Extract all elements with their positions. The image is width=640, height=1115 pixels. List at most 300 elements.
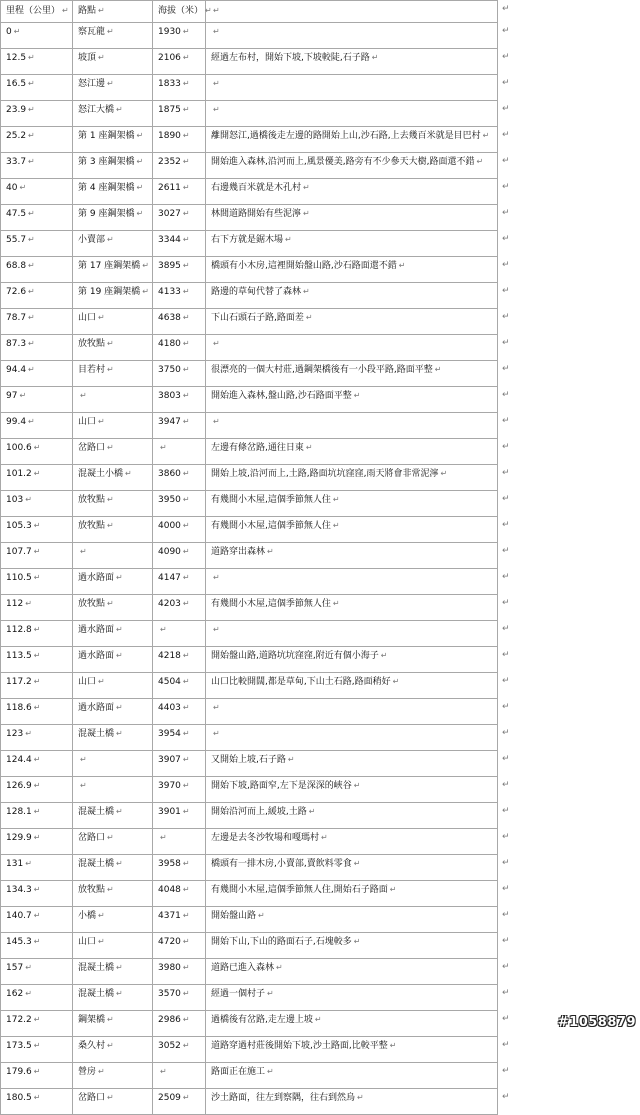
- paragraph-mark: ↵: [28, 287, 35, 296]
- cell-distance-km: [1, 543, 73, 569]
- table-row: [1, 1063, 498, 1089]
- paragraph-mark: ↵: [107, 79, 114, 88]
- cell-note-text: 離開怒江,過橋後走左邊的路開始上山,沙石路,上去幾百米就是目巴村: [211, 131, 481, 141]
- paragraph-mark: ↵: [25, 495, 32, 504]
- cell-altitude-m: [153, 413, 206, 439]
- paragraph-mark: ↵: [116, 573, 123, 582]
- row-end-mark: ↵: [502, 1066, 510, 1076]
- cell-altitude-m: [153, 803, 206, 829]
- cell-distance-km: [1, 439, 73, 465]
- cell-waypoint: [73, 881, 153, 907]
- cell-note: [206, 283, 498, 309]
- table-row: [1, 101, 498, 127]
- cell-waypoint: [73, 1089, 153, 1115]
- row-end-mark: ↵: [502, 546, 510, 556]
- cell-distance-km: [1, 1063, 73, 1089]
- paragraph-mark: ↵: [380, 651, 388, 660]
- cell-note: [206, 881, 498, 907]
- cell-altitude-m: [153, 49, 206, 75]
- cell-altitude-m-text: 3750: [158, 365, 181, 375]
- cell-altitude-m-text: 2352: [158, 157, 181, 167]
- row-end-mark: ↵: [502, 26, 510, 36]
- cell-waypoint-text: 鋼架橋: [78, 1015, 106, 1025]
- cell-altitude-m: [153, 283, 206, 309]
- cell-waypoint: [73, 1063, 153, 1089]
- cell-altitude-m-text: 3344: [158, 235, 181, 245]
- cell-altitude-m-text: 3895: [158, 261, 181, 271]
- header-waypoint: [73, 1, 153, 23]
- cell-note: [206, 439, 498, 465]
- cell-altitude-m-text: 3954: [158, 729, 181, 739]
- cell-waypoint-text: 放牧點: [78, 885, 106, 895]
- cell-note: [206, 751, 498, 777]
- cell-waypoint: [73, 491, 153, 517]
- cell-distance-km-text: 162: [6, 989, 24, 999]
- cell-distance-km: [1, 101, 73, 127]
- paragraph-mark: ↵: [213, 79, 220, 88]
- cell-waypoint-text: 放牧點: [78, 599, 106, 609]
- table-row: [1, 933, 498, 959]
- paragraph-mark: ↵: [28, 157, 35, 166]
- paragraph-mark: ↵: [182, 365, 190, 374]
- table-row: [1, 517, 498, 543]
- cell-altitude-m: [153, 231, 206, 257]
- cell-note-text: 開始盤山路: [211, 911, 257, 921]
- paragraph-mark: ↵: [33, 807, 41, 816]
- row-end-mark: ↵: [502, 806, 510, 816]
- cell-waypoint: [73, 231, 153, 257]
- cell-waypoint: [73, 803, 153, 829]
- paragraph-mark: ↵: [305, 443, 313, 452]
- paragraph-mark: ↵: [116, 807, 123, 816]
- table-row: [1, 387, 498, 413]
- paragraph-mark: ↵: [80, 547, 87, 556]
- header-altitude-m-text: 海拔（米）: [158, 6, 204, 16]
- paragraph-mark: ↵: [33, 1041, 41, 1050]
- cell-distance-km: [1, 725, 73, 751]
- cell-altitude-m: [153, 959, 206, 985]
- cell-distance-km-text: 172.2: [6, 1015, 32, 1025]
- paragraph-mark: ↵: [33, 547, 41, 556]
- cell-distance-km-text: 112.8: [6, 625, 32, 635]
- cell-distance-km: [1, 231, 73, 257]
- paragraph-mark: ↵: [182, 885, 190, 894]
- cell-waypoint: [73, 959, 153, 985]
- cell-distance-km: [1, 361, 73, 387]
- row-end-mark: ↵: [502, 1092, 510, 1102]
- table-row: [1, 179, 498, 205]
- row-end-mark: ↵: [502, 832, 510, 842]
- cell-waypoint-text: 第 3 座鋼架橋: [78, 157, 135, 167]
- paragraph-mark: ↵: [33, 1015, 41, 1024]
- cell-waypoint-text: 察瓦龍: [78, 27, 106, 37]
- paragraph-mark: ↵: [28, 261, 35, 270]
- paragraph-mark: ↵: [33, 443, 41, 452]
- paragraph-mark: ↵: [28, 209, 35, 218]
- cell-waypoint: [73, 517, 153, 543]
- cell-distance-km-text: 33.7: [6, 157, 27, 167]
- paragraph-mark: ↵: [107, 1041, 114, 1050]
- row-end-mark: ↵: [502, 416, 510, 426]
- cell-altitude-m-text: 2611: [158, 183, 181, 193]
- cell-distance-km-text: 72.6: [6, 287, 27, 297]
- cell-altitude-m: [153, 907, 206, 933]
- paragraph-mark: ↵: [33, 1093, 41, 1102]
- cell-distance-km: [1, 621, 73, 647]
- paragraph-mark: ↵: [182, 209, 190, 218]
- table-row: [1, 127, 498, 153]
- paragraph-mark: ↵: [482, 131, 490, 140]
- paragraph-mark: ↵: [33, 469, 41, 478]
- cell-altitude-m-text: 2106: [158, 53, 181, 63]
- cell-altitude-m: [153, 439, 206, 465]
- cell-waypoint: [73, 621, 153, 647]
- paragraph-mark: ↵: [160, 1067, 167, 1076]
- row-end-mark: ↵: [502, 988, 510, 998]
- paragraph-mark: ↵: [182, 183, 190, 192]
- cell-waypoint-text: 第 9 座鋼架橋: [78, 209, 135, 219]
- cell-waypoint: [73, 595, 153, 621]
- cell-distance-km: [1, 283, 73, 309]
- paragraph-mark: ↵: [440, 469, 448, 478]
- cell-distance-km: [1, 153, 73, 179]
- cell-altitude-m: [153, 205, 206, 231]
- cell-note-text: 左邊有條岔路,通往日東: [211, 443, 304, 453]
- row-end-mark: ↵: [502, 728, 510, 738]
- paragraph-mark: ↵: [353, 391, 361, 400]
- cell-distance-km-text: 118.6: [6, 703, 32, 713]
- cell-distance-km: [1, 777, 73, 803]
- paragraph-mark: ↵: [213, 417, 220, 426]
- paragraph-mark: ↵: [136, 209, 144, 218]
- table-row: [1, 751, 498, 777]
- header-waypoint-text: 路點: [78, 6, 97, 16]
- paragraph-mark: ↵: [182, 1093, 190, 1102]
- paragraph-mark: ↵: [33, 703, 41, 712]
- cell-note: [206, 595, 498, 621]
- paragraph-mark: ↵: [80, 391, 87, 400]
- cell-distance-km: [1, 985, 73, 1011]
- row-end-mark: ↵: [502, 598, 510, 608]
- cell-note-text: 開始上坡,沿河而上,土路,路面坑坑窪窪,雨天將會非常泥濘: [211, 469, 439, 479]
- cell-altitude-m: [153, 491, 206, 517]
- cell-distance-km: [1, 803, 73, 829]
- cell-distance-km-text: 99.4: [6, 417, 27, 427]
- cell-distance-km-text: 145.3: [6, 937, 32, 947]
- cell-distance-km-text: 101.2: [6, 469, 32, 479]
- cell-note-text: 開始下山,下山的路面石子,石塊較多: [211, 937, 352, 947]
- row-end-mark: ↵: [502, 78, 510, 88]
- cell-distance-km-text: 124.4: [6, 755, 32, 765]
- cell-altitude-m-text: 3947: [158, 417, 181, 427]
- table-row: [1, 153, 498, 179]
- paragraph-mark: ↵: [33, 885, 41, 894]
- cell-altitude-m: [153, 257, 206, 283]
- row-end-mark: ↵: [502, 234, 510, 244]
- cell-distance-km-text: 0: [6, 27, 12, 37]
- paragraph-mark: ↵: [107, 443, 114, 452]
- cell-distance-km-text: 105.3: [6, 521, 32, 531]
- paragraph-mark: ↵: [182, 391, 190, 400]
- cell-note-text: 有幾間小木屋,這個季節無人住: [211, 495, 331, 505]
- cell-note-text: 橋頭有一排木房,小賣部,賣飲料零食: [211, 859, 352, 869]
- cell-waypoint: [73, 543, 153, 569]
- cell-distance-km-text: 179.6: [6, 1067, 32, 1077]
- cell-altitude-m-text: 3958: [158, 859, 181, 869]
- table-row: [1, 985, 498, 1011]
- paragraph-mark: ↵: [285, 235, 292, 244]
- header-altitude-m: [153, 1, 212, 23]
- cell-waypoint: [73, 387, 153, 413]
- paragraph-mark: ↵: [303, 287, 310, 296]
- paragraph-mark: ↵: [267, 1067, 274, 1076]
- header-distance-km: [1, 1, 73, 23]
- cell-distance-km: [1, 855, 73, 881]
- cell-distance-km-text: 40: [6, 183, 18, 193]
- cell-altitude-m-text: 3027: [158, 209, 181, 219]
- cell-distance-km: [1, 257, 73, 283]
- row-end-mark: ↵: [502, 624, 510, 634]
- row-end-mark: ↵: [502, 910, 510, 920]
- cell-altitude-m-text: 3901: [158, 807, 181, 817]
- cell-note: [206, 127, 498, 153]
- cell-distance-km: [1, 699, 73, 725]
- cell-waypoint-text: 放牧點: [78, 339, 106, 349]
- cell-waypoint: [73, 933, 153, 959]
- cell-distance-km-text: 180.5: [6, 1093, 32, 1103]
- cell-distance-km-text: 78.7: [6, 313, 27, 323]
- paragraph-mark: ↵: [160, 625, 167, 634]
- paragraph-mark: ↵: [182, 469, 190, 478]
- cell-note: [206, 621, 498, 647]
- cell-note-text: 過橋後有岔路,走左邊上坡: [211, 1015, 313, 1025]
- cell-altitude-m-text: 1833: [158, 79, 181, 89]
- cell-altitude-m: [153, 23, 206, 49]
- cell-altitude-m-text: 3950: [158, 495, 181, 505]
- paragraph-mark: ↵: [332, 599, 340, 608]
- cell-note: [206, 569, 498, 595]
- cell-waypoint-text: 第 1 座鋼架橋: [78, 131, 135, 141]
- paragraph-mark: ↵: [182, 235, 190, 244]
- cell-waypoint-text: 坡頂: [78, 53, 97, 63]
- cell-note: [206, 803, 498, 829]
- row-end-mark: ↵: [502, 676, 510, 686]
- paragraph-mark: ↵: [107, 521, 114, 530]
- table-row: [1, 49, 498, 75]
- row-end-mark: ↵: [502, 468, 510, 478]
- cell-altitude-m: [153, 673, 206, 699]
- cell-distance-km: [1, 933, 73, 959]
- cell-distance-km: [1, 1089, 73, 1115]
- cell-altitude-m-text: 1875: [158, 105, 181, 115]
- paragraph-mark: ↵: [80, 781, 87, 790]
- paragraph-mark: ↵: [28, 53, 35, 62]
- cell-note: [206, 23, 498, 49]
- paragraph-mark: ↵: [182, 131, 190, 140]
- cell-note: [206, 517, 498, 543]
- paragraph-mark: ↵: [476, 157, 484, 166]
- paragraph-mark: ↵: [33, 833, 41, 842]
- cell-distance-km-text: 16.5: [6, 79, 27, 89]
- cell-waypoint: [73, 465, 153, 491]
- cell-waypoint-text: 山口: [78, 937, 97, 947]
- header-note: [206, 1, 498, 23]
- cell-note-text: 開始下坡,路面窄,左下是深深的峽谷: [211, 781, 352, 791]
- cell-altitude-m: [153, 933, 206, 959]
- row-end-mark: ↵: [502, 364, 510, 374]
- paragraph-mark: ↵: [25, 859, 32, 868]
- cell-waypoint: [73, 725, 153, 751]
- paragraph-mark: ↵: [107, 833, 114, 842]
- row-end-mark: ↵: [502, 4, 510, 14]
- paragraph-mark: ↵: [98, 1067, 105, 1076]
- cell-waypoint: [73, 283, 153, 309]
- cell-waypoint: [73, 647, 153, 673]
- cell-waypoint-text: 營房: [78, 1067, 97, 1077]
- cell-note: [206, 49, 498, 75]
- cell-altitude-m: [153, 543, 206, 569]
- table-row: [1, 595, 498, 621]
- cell-note: [206, 387, 498, 413]
- cell-waypoint-text: 第 17 座鋼架橋: [78, 261, 141, 271]
- cell-altitude-m-text: 4638: [158, 313, 181, 323]
- cell-altitude-m: [153, 153, 206, 179]
- cell-note: [206, 1011, 498, 1037]
- cell-note-text: 開始進入森林,盤山路,沙石路面平整: [211, 391, 352, 401]
- cell-altitude-m-text: 4720: [158, 937, 181, 947]
- paragraph-mark: ↵: [213, 339, 220, 348]
- cell-distance-km: [1, 309, 73, 335]
- paragraph-mark: ↵: [80, 755, 87, 764]
- cell-altitude-m-text: 2509: [158, 1093, 181, 1103]
- cell-waypoint: [73, 101, 153, 127]
- table-row: [1, 829, 498, 855]
- cell-distance-km: [1, 179, 73, 205]
- cell-distance-km: [1, 881, 73, 907]
- table-row: [1, 959, 498, 985]
- paragraph-mark: ↵: [434, 365, 442, 374]
- route-table-body: [1, 1, 498, 1115]
- paragraph-mark: ↵: [142, 261, 149, 270]
- paragraph-mark: ↵: [182, 1015, 190, 1024]
- paragraph-mark: ↵: [33, 521, 41, 530]
- cell-note: [206, 829, 498, 855]
- cell-distance-km: [1, 829, 73, 855]
- paragraph-mark: ↵: [25, 963, 32, 972]
- cell-altitude-m-text: 4048: [158, 885, 181, 895]
- cell-note: [206, 361, 498, 387]
- paragraph-mark: ↵: [182, 287, 190, 296]
- cell-note-text: 開始進入森林,沿河而上,風景優美,路旁有不少參天大樹,路面還不錯: [211, 157, 475, 167]
- table-row: [1, 75, 498, 101]
- table-row: [1, 699, 498, 725]
- paragraph-mark: ↵: [267, 547, 274, 556]
- table-row: [1, 283, 498, 309]
- paragraph-mark: ↵: [182, 989, 190, 998]
- cell-waypoint-text: 岔路口: [78, 833, 106, 843]
- cell-altitude-m: [153, 985, 206, 1011]
- cell-altitude-m: [153, 75, 206, 101]
- row-end-mark: ↵: [502, 520, 510, 530]
- cell-note-text: 有幾間小木屋,這個季節無人住: [211, 521, 331, 531]
- paragraph-mark: ↵: [213, 729, 220, 738]
- cell-note: [206, 1037, 498, 1063]
- cell-altitude-m: [153, 1063, 206, 1089]
- cell-distance-km-text: 123: [6, 729, 24, 739]
- paragraph-mark: ↵: [25, 599, 32, 608]
- row-end-mark: ↵: [502, 182, 510, 192]
- paragraph-mark: ↵: [182, 79, 190, 88]
- cell-altitude-m: [153, 517, 206, 543]
- cell-distance-km-text: 110.5: [6, 573, 32, 583]
- cell-altitude-m: [153, 1089, 206, 1115]
- row-end-mark: ↵: [502, 702, 510, 712]
- paragraph-mark: ↵: [182, 547, 190, 556]
- cell-waypoint-text: 混凝土橋: [78, 989, 115, 999]
- cell-waypoint: [73, 361, 153, 387]
- paragraph-mark: ↵: [107, 1015, 114, 1024]
- cell-altitude-m-text: 2986: [158, 1015, 181, 1025]
- cell-distance-km: [1, 569, 73, 595]
- cell-waypoint-text: 過水路面: [78, 573, 115, 583]
- cell-note: [206, 725, 498, 751]
- cell-waypoint: [73, 179, 153, 205]
- cell-note: [206, 1063, 498, 1089]
- cell-waypoint-text: 混凝土橋: [78, 963, 115, 973]
- table-row: [1, 257, 498, 283]
- cell-waypoint: [73, 335, 153, 361]
- table-row: [1, 23, 498, 49]
- cell-waypoint-text: 混凝土橋: [78, 859, 115, 869]
- cell-note: [206, 543, 498, 569]
- cell-waypoint-text: 混凝土橋: [78, 729, 115, 739]
- paragraph-mark: ↵: [136, 131, 144, 140]
- cell-altitude-m: [153, 127, 206, 153]
- cell-distance-km: [1, 465, 73, 491]
- cell-altitude-m: [153, 751, 206, 777]
- paragraph-mark: ↵: [213, 105, 220, 114]
- paragraph-mark: ↵: [287, 755, 295, 764]
- cell-note: [206, 933, 498, 959]
- paragraph-mark: ↵: [182, 937, 190, 946]
- cell-distance-km: [1, 595, 73, 621]
- paragraph-mark: ↵: [213, 625, 220, 634]
- paragraph-mark: ↵: [33, 625, 41, 634]
- cell-note-text: 道路已進入森林: [211, 963, 275, 973]
- cell-distance-km-text: 23.9: [6, 105, 27, 115]
- row-end-mark: ↵: [502, 780, 510, 790]
- paragraph-mark: ↵: [98, 937, 105, 946]
- row-end-mark: ↵: [502, 1040, 510, 1050]
- paragraph-mark: ↵: [182, 157, 190, 166]
- cell-note: [206, 413, 498, 439]
- table-row: [1, 1089, 498, 1115]
- table-row: [1, 413, 498, 439]
- table-row: [1, 777, 498, 803]
- paragraph-mark: ↵: [398, 261, 406, 270]
- cell-waypoint: [73, 907, 153, 933]
- cell-distance-km: [1, 387, 73, 413]
- paragraph-mark: ↵: [19, 391, 27, 400]
- paragraph-mark: ↵: [182, 521, 190, 530]
- cell-waypoint-text: 怒江大橋: [78, 105, 115, 115]
- cell-note-text: 橋頭有小木房,這裡開始盤山路,沙石路面還不錯: [211, 261, 397, 271]
- cell-altitude-m-text: 3907: [158, 755, 181, 765]
- paragraph-mark: ↵: [303, 209, 310, 218]
- paragraph-mark: ↵: [107, 1093, 114, 1102]
- cell-note: [206, 153, 498, 179]
- cell-altitude-m-text: 4180: [158, 339, 181, 349]
